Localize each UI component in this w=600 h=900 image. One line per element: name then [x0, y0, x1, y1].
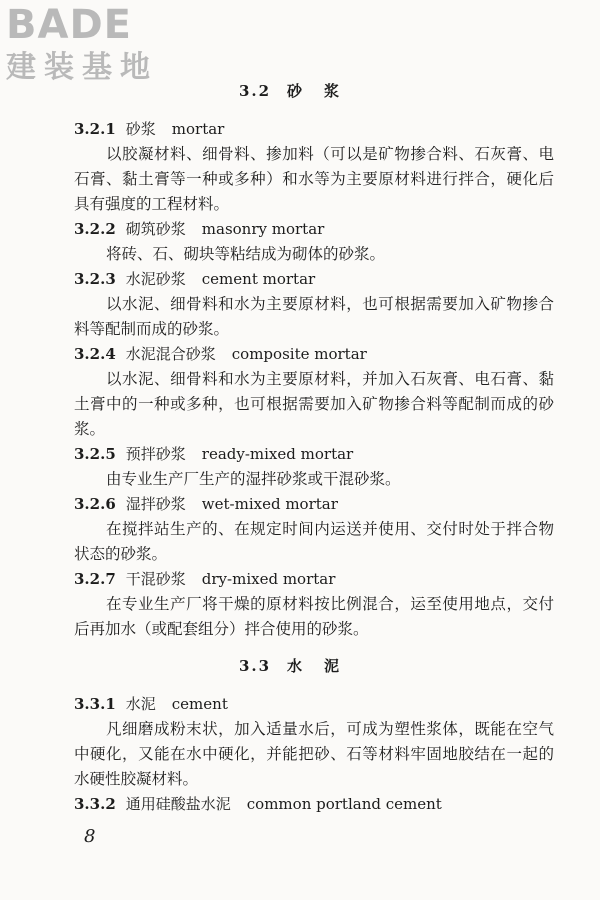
section-number: 3.2: [238, 82, 272, 100]
term-english: masonry mortar: [201, 220, 325, 238]
term-english: composite mortar: [231, 345, 367, 363]
term-3-2-1: [74, 118, 224, 139]
term-number: 3.2.4: [74, 345, 116, 363]
term-3-3-2: [74, 793, 442, 814]
term-3-3-1: [74, 693, 228, 714]
definition-3-3-1: 凡细磨成粉末状，加入适量水后，可成为塑性浆体，既能在空气中硬化，又能在水中硬化，并能把砂、石等材料牢固地胶结在一起的水硬性胶凝材料。: [74, 720, 554, 788]
term-number: 3.3.2: [74, 795, 116, 813]
term-chinese: 水泥: [125, 695, 156, 713]
definition-3-2-2: 将砖、石、砌块等粘结成为砌体的砂浆。: [106, 245, 386, 263]
section-title: 砂浆: [287, 82, 362, 100]
term-3-2-2: [74, 218, 324, 239]
term-3-2-6: [74, 493, 338, 514]
term-chinese: 湿拌砂浆: [125, 495, 186, 513]
definition-3-2-3: 以水泥、细骨料和水为主要原材料，也可根据需要加入矿物掺合料等配制而成的砂浆。: [74, 295, 554, 338]
term-english: common portland cement: [246, 795, 442, 813]
term-chinese: 砂浆: [125, 120, 156, 138]
term-3-2-4: [74, 343, 367, 364]
term-english: wet-mixed mortar: [201, 495, 338, 513]
section-number: 3.3: [238, 657, 272, 675]
term-3-2-3: [74, 268, 315, 289]
definition-3-2-4: 以水泥、细骨料和水为主要原材料，并加入石灰膏、电石膏、黏土膏中的一种或多种，也可根据需要加入矿物掺合料等配制而成的砂浆。: [74, 370, 554, 438]
section-heading-3-3: [0, 655, 600, 676]
definition-3-2-5: 由专业生产厂生产的湿拌砂浆或干混砂浆。: [106, 470, 401, 488]
section-heading-3-2: [0, 80, 600, 101]
term-3-2-7: [74, 568, 335, 589]
page-number: 8: [84, 826, 96, 847]
watermark-latin: BADE: [6, 2, 132, 48]
term-english: ready-mixed mortar: [201, 445, 354, 463]
term-chinese: 预拌砂浆: [125, 445, 186, 463]
term-number: 3.2.5: [74, 445, 116, 463]
term-chinese: 砌筑砂浆: [125, 220, 186, 238]
term-chinese: 干混砂浆: [125, 570, 186, 588]
term-chinese: 通用硅酸盐水泥: [125, 795, 231, 813]
bade-watermark-logo: [6, 4, 178, 86]
term-english: cement mortar: [201, 270, 316, 288]
term-number: 3.2.1: [74, 120, 116, 138]
term-english: dry-mixed mortar: [201, 570, 336, 588]
term-number: 3.2.7: [74, 570, 116, 588]
term-number: 3.3.1: [74, 695, 116, 713]
watermark-cjk: 建装基地: [6, 50, 158, 85]
definition-3-2-6: 在搅拌站生产的、在规定时间内运送并使用、交付时处于拌合物状态的砂浆。: [74, 520, 554, 563]
term-number: 3.2.2: [74, 220, 116, 238]
term-english: cement: [171, 695, 228, 713]
definition-3-2-1: 以胶凝材料、细骨料、掺加料（可以是矿物掺合料、石灰膏、电石膏、黏土膏等一种或多种）和水等为主要原材料进行拌合，硬化后具有强度的工程材料。: [74, 145, 554, 213]
definition-3-2-7: 在专业生产厂将干燥的原材料按比例混合，运至使用地点，交付后再加水（或配套组分）拌合使用的砂浆。: [74, 595, 554, 638]
section-title: 水泥: [287, 657, 362, 675]
term-chinese: 水泥砂浆: [125, 270, 186, 288]
term-number: 3.2.3: [74, 270, 116, 288]
term-number: 3.2.6: [74, 495, 116, 513]
term-3-2-5: [74, 443, 353, 464]
term-english: mortar: [171, 120, 225, 138]
term-chinese: 水泥混合砂浆: [125, 345, 216, 363]
